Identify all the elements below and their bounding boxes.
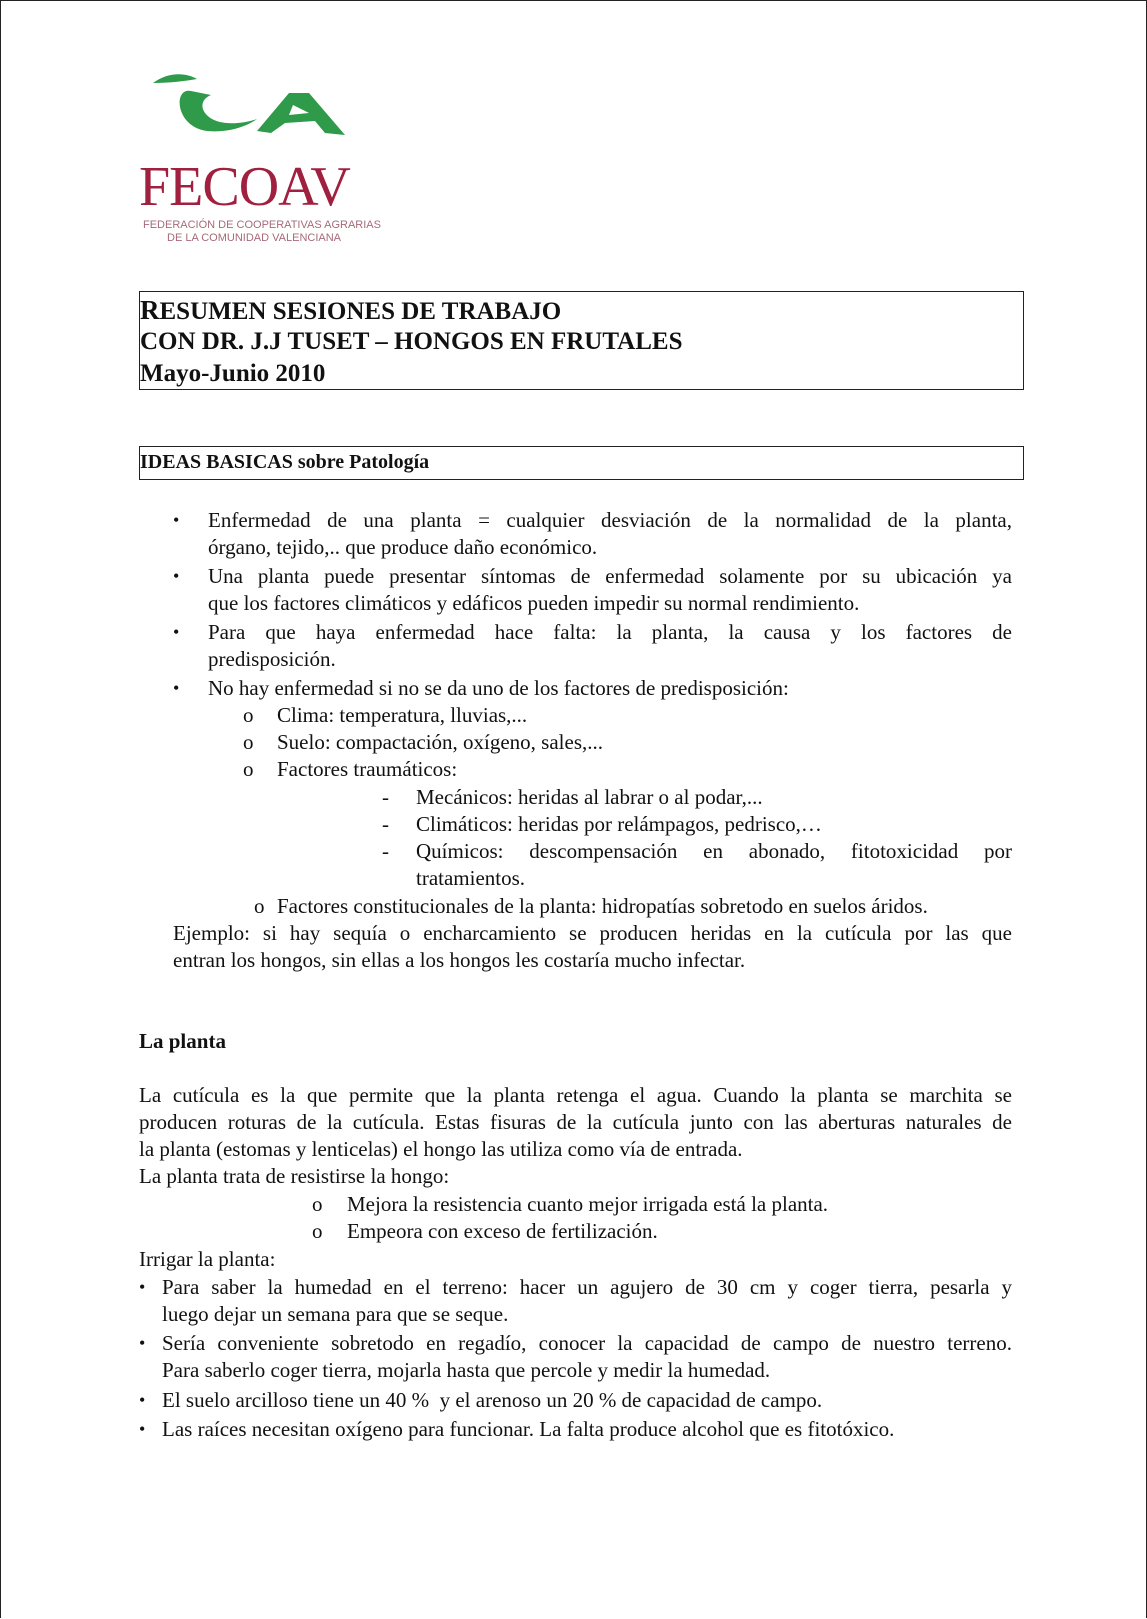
bullet-4-line-1: No hay enfermedad si no se da uno de los factores de predisposición: [208, 676, 789, 700]
title-box [139, 291, 1024, 390]
section-heading-box [139, 446, 1024, 480]
logo-subtitle-line2: DE LA COMUNIDAD VALENCIANA [167, 232, 342, 244]
title-line-1-text: ESUMEN SESIONES DE TRABAJO [159, 298, 562, 325]
sub-item-traumaticos: Factores traumáticos: [277, 757, 458, 781]
bullet-dot: • [173, 678, 180, 698]
dash-bullet: - [382, 812, 389, 836]
circle-bullet: o [312, 1219, 323, 1243]
circle-bullet: o [243, 757, 254, 781]
bullet-dot: • [173, 510, 180, 530]
bullet-dot: • [139, 1390, 146, 1410]
irrigar-bullet-2-line-1: Sería conveniente sobretodo en regadío, conocer la capacidad de campo de nuestro terreno. [162, 1331, 1012, 1355]
fecoav-logo [139, 69, 409, 249]
circle-bullet: o [243, 703, 254, 727]
resist-intro: La planta trata de resistirse la hongo: [139, 1164, 450, 1188]
bullet-2-line-1: Una planta puede presentar síntomas de enfermedad solamente por su ubicación ya [208, 564, 1012, 588]
bullet-1-line-2: órgano, tejido,.. que produce daño económico. [208, 535, 598, 559]
bullet-dot: • [173, 566, 180, 586]
bullet-3-line-1: Para que haya enfermedad hace falta: la planta, la causa y los factores de [208, 620, 1012, 644]
circle-bullet: o [254, 894, 265, 918]
title-initial: R [140, 295, 160, 325]
sub-item-constitucionales: Factores constitucionales de la planta: hidropatías sobretodo en suelos áridos. [277, 894, 928, 918]
dash-bullet: - [382, 785, 389, 809]
irrigar-bullet-3: El suelo arcilloso tiene un 40 % y el arenoso un 20 % de capacidad de campo. [162, 1388, 823, 1412]
dash-bullet: - [382, 839, 389, 863]
bullet-2-line-2: que los factores climáticos y edáficos pueden impedir su normal rendimiento. [208, 591, 860, 615]
resist-item-2: Empeora con exceso de fertilización. [347, 1219, 658, 1243]
title-line-3: Mayo-Junio 2010 [140, 360, 326, 387]
sub-item-suelo: Suelo: compactación, oxígeno, sales,... [277, 730, 604, 754]
irrigar-bullet-1-line-2: luego dejar un semana para que se seque. [162, 1302, 509, 1326]
circle-bullet: o [312, 1192, 323, 1216]
irrigar-bullet-1-line-1: Para saber la humedad en el terreno: hacer un agujero de 30 cm y coger tierra, pesarla y [162, 1275, 1012, 1299]
para-line-3: la planta (estomas y lenticelas) el hongo las utiliza como vía de entrada. [139, 1137, 743, 1161]
bullet-dot: • [139, 1277, 146, 1297]
irrigar-bullet-2-line-2: Para saberlo coger tierra, mojarla hasta que percole y medir la humedad. [162, 1358, 771, 1382]
bullet-1-line-1: Enfermedad de una planta = cualquier desviación de la normalidad de la planta, [208, 508, 1012, 532]
fecoav-leaf-mark-icon [139, 69, 409, 149]
para-line-1: La cutícula es la que permite que la planta retenga el agua. Cuando la planta se marchita se [139, 1083, 1012, 1107]
sub-item-clima: Clima: temperatura, lluvias,... [277, 703, 528, 727]
resist-item-1: Mejora la resistencia cuanto mejor irrigada está la planta. [347, 1192, 829, 1216]
circle-bullet: o [243, 730, 254, 754]
logo-wordmark: FECOAV [139, 156, 350, 218]
title-line-1 [140, 294, 561, 328]
bullet-dot: • [139, 1419, 146, 1439]
bullet-dot: • [173, 622, 180, 642]
bullet-3-line-2: predisposición. [208, 647, 336, 671]
dash-item-quimicos-line-2: tratamientos. [416, 866, 526, 890]
section-2-heading: La planta [139, 1029, 226, 1053]
dash-item-climaticos: Climáticos: heridas por relámpagos, pedrisco,… [416, 812, 822, 836]
irrigar-bullet-4: Las raíces necesitan oxígeno para funcionar. La falta produce alcohol que es fitotóxico. [162, 1417, 895, 1441]
title-line-2: CON DR. J.J TUSET – HONGOS EN FRUTALES [140, 328, 683, 355]
example-line-1: Ejemplo: si hay sequía o encharcamiento se producen heridas en la cutícula por las que [173, 921, 1012, 945]
dash-item-quimicos-line-1: Químicos: descompensación en abonado, fitotoxicidad por [416, 839, 1012, 863]
irrigar-intro: Irrigar la planta: [139, 1247, 276, 1271]
logo-subtitle-line1: FEDERACIÓN DE COOPERATIVAS AGRARIAS [143, 219, 381, 231]
example-line-2: entran los hongos, sin ellas a los hongos les costaría mucho infectar. [173, 948, 746, 972]
para-line-2: producen roturas de la cutícula. Estas fisuras de la cutícula junto con las aberturas naturales de [139, 1110, 1012, 1134]
section-heading: IDEAS BASICAS sobre Patología [140, 451, 430, 473]
bullet-dot: • [139, 1333, 146, 1353]
dash-item-mecanicos: Mecánicos: heridas al labrar o al podar,... [416, 785, 763, 809]
